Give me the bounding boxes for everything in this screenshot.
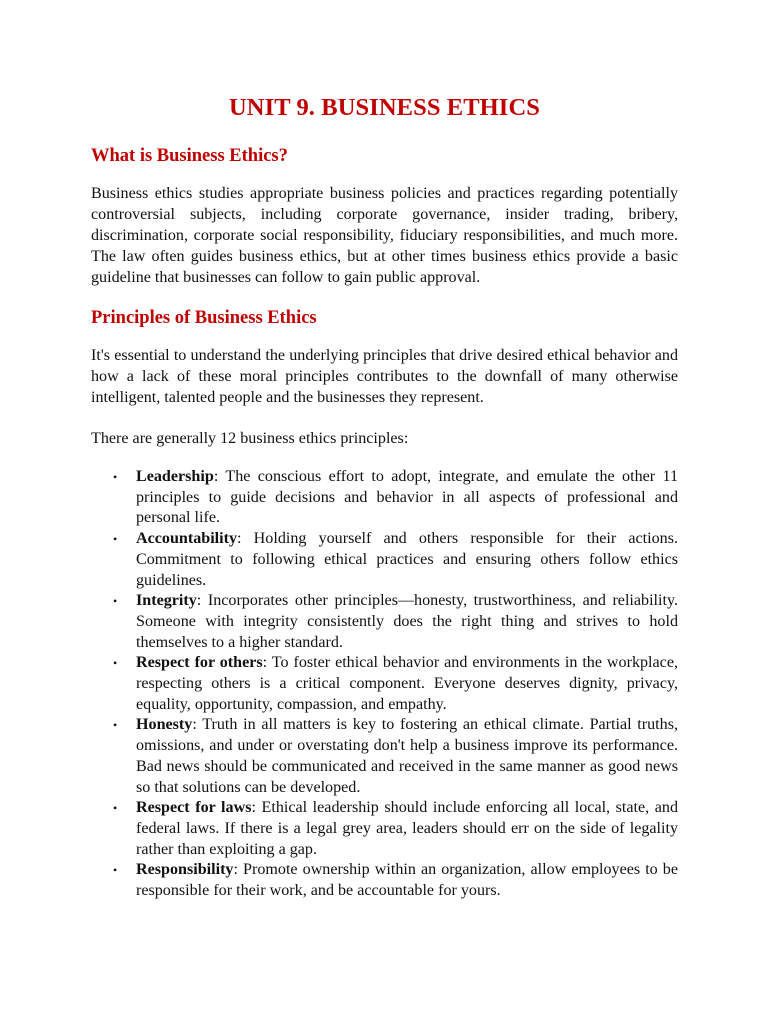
principle-text: : To foster ethical behavior and environments in the workplace, respecting others is a critical component. Everyone deserves dignity, privacy, equality, opportunity, compassion, and empathy.: [136, 654, 678, 713]
principle-term: Accountability: [136, 530, 238, 548]
principles-list: [91, 467, 678, 902]
bullet-icon: •: [113, 594, 118, 609]
section-heading-what-is: What is Business Ethics?: [91, 146, 288, 166]
bullet-icon: •: [113, 718, 118, 733]
principles-intro-paragraph: It's essential to understand the underlying principles that drive desired ethical behavior and how a lack of these moral principles contributes to the downfall of many otherwise intelligent, talented people and the businesses they represent.: [91, 347, 678, 406]
list-item: [91, 798, 678, 860]
principle-text: : Promote ownership within an organization, allow employees to be responsible for their work, and be accountable for yours.: [136, 861, 678, 900]
principle-text: : Ethical leadership should include enforcing all local, state, and federal laws. If there is a legal grey area, leaders should err on the side of legality rather than exploiting a gap.: [136, 799, 678, 858]
principle-text: : Incorporates other principles—honesty, trustworthiness, and reliability. Someone with integrity consistently does the right thing and strives to hold themselves to a higher standard.: [136, 592, 678, 651]
principle-term: Respect for others: [136, 654, 263, 672]
bullet-icon: •: [113, 801, 118, 816]
bullet-icon: •: [113, 532, 118, 547]
bullet-icon: •: [113, 656, 118, 671]
section-heading-principles: Principles of Business Ethics: [91, 308, 317, 328]
bullet-icon: •: [113, 470, 118, 484]
principle-term: Responsibility: [136, 861, 234, 879]
principles-count-line: There are generally 12 business ethics principles:: [91, 430, 409, 447]
bullet-icon: •: [113, 863, 118, 878]
page-title: UNIT 9. BUSINESS ETHICS: [229, 94, 540, 121]
principle-text: : Holding yourself and others responsible for their actions. Commitment to following ethical practices and ensuring others follow ethics guidelines.: [136, 530, 678, 589]
list-item: [91, 591, 678, 653]
list-item: [91, 715, 678, 798]
what-is-paragraph: Business ethics studies appropriate business policies and practices regarding potentially controversial subjects, including corporate governance, insider trading, bribery, discrimination, corporate social responsibility, fiduciary responsibilities, and much more. The law often guides business ethics, but at other times business ethics provide a basic guideline that businesses can follow to gain public approval.: [91, 185, 678, 286]
document-page: [91, 92, 678, 902]
list-item: [91, 860, 678, 901]
principle-text: : The conscious effort to adopt, integrate, and emulate the other 11 principles to guide decisions and behavior in all aspects of professional and personal life.: [136, 468, 678, 527]
principle-text: : Truth in all matters is key to fostering an ethical climate. Partial truths, omissions, and under or overstating don't help a business improve its performance. Bad news should be communicated and received in the same manner as good news so that solutions can be developed.: [136, 716, 678, 796]
principle-term: Respect for laws: [136, 799, 252, 817]
principle-term: Honesty: [136, 716, 193, 734]
principle-term: Leadership: [136, 468, 214, 485]
list-item: [91, 467, 678, 529]
list-item: [91, 653, 678, 715]
list-item: [91, 529, 678, 591]
principle-term: Integrity: [136, 592, 197, 610]
